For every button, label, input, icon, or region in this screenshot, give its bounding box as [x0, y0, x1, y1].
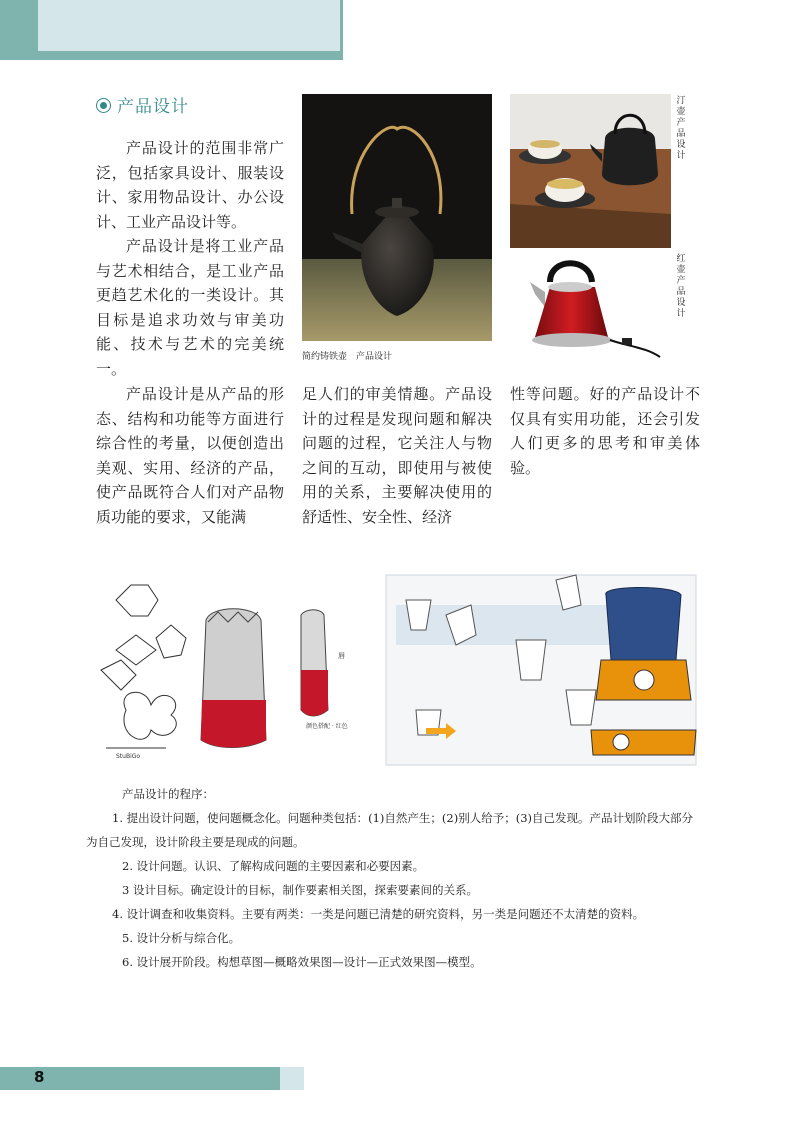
- red-kettle-photo: [510, 252, 671, 367]
- procedure-list: [86, 806, 700, 974]
- procedure-item-5: 5. 设计分析与综合化。: [122, 931, 241, 945]
- ding-teapot-photo: [510, 94, 671, 248]
- iron-pot-caption: 简约铸铁壶 产品设计: [302, 352, 393, 362]
- footer-band-light: [280, 1067, 304, 1090]
- sketch-note-lip: 唇: [338, 652, 345, 660]
- procedure-block: [96, 782, 700, 806]
- section-title: 产品设计: [96, 92, 189, 117]
- header-band-light: [38, 0, 340, 51]
- procedure-item-3: 3 设计目标。确定设计的目标，制作要素相关图，探索要素间的关系。: [122, 883, 478, 897]
- body-column-3: 性等问题。好的产品设计不仅具有实用功能，还会引发人们更多的思考和审美体验。: [510, 385, 700, 477]
- body-column-2: 足人们的审美情趣。产品设计的过程是发现问题和解决问题的过程，它关注人与物之间的互动，即使用与被使用的关系，主要解决使用的舒适性、安全性、经济: [302, 385, 492, 526]
- procedure-heading: 产品设计的程序：: [122, 787, 214, 801]
- sketch-note-stubigo: StuBiGo: [116, 753, 141, 760]
- intro-paragraph-2: 产品设计是将工业产品与艺术相结合，是工业产品更趋艺术化的一类设计。其目标是追求功效与审美功能、技术与艺术的完美统一。: [96, 237, 284, 378]
- body-column-1: 产品设计是从产品的形态、结构和功能等方面进行综合性的考量，以便创造出美观、实用、经济的产品，使产品既符合人们对产品物质功能的要求，又能满: [96, 385, 284, 526]
- design-sketch-illustration: [96, 560, 700, 773]
- procedure-item-1: 1. 提出设计问题，使问题概念化。问题种类包括：(1)自然产生；(2)别人给予；(3)自己发现。产品计划阶段大部分为自己发现，设计阶段主要是现成的问题。: [86, 811, 693, 849]
- page-number: 8: [34, 1068, 45, 1086]
- red-kettle-caption: 红壶 产品设计: [676, 254, 695, 319]
- intro-column: [96, 136, 284, 381]
- sketch-note-color: 颜色搭配 · 红色: [306, 723, 348, 730]
- iron-teapot-photo: [302, 94, 492, 341]
- procedure-item-4: 4. 设计调查和收集资料。主要有两类：一类是问题已清楚的研究资料，另一类是问题还不太清楚的资料。: [112, 907, 645, 921]
- intro-paragraph-1: 产品设计的范围非常广泛，包括家具设计、服装设计、家用物品设计、办公设计、工业产品设计等。: [96, 139, 284, 231]
- ding-pot-caption: 汀壶 产品设计: [676, 96, 695, 161]
- procedure-item-2: 2. 设计问题。认识、了解构成问题的主要因素和必要因素。: [122, 859, 425, 873]
- bullet-circle-icon: [96, 98, 111, 113]
- procedure-item-6: 6. 设计展开阶段。构想草图—概略效果图—设计—正式效果图—模型。: [122, 955, 482, 969]
